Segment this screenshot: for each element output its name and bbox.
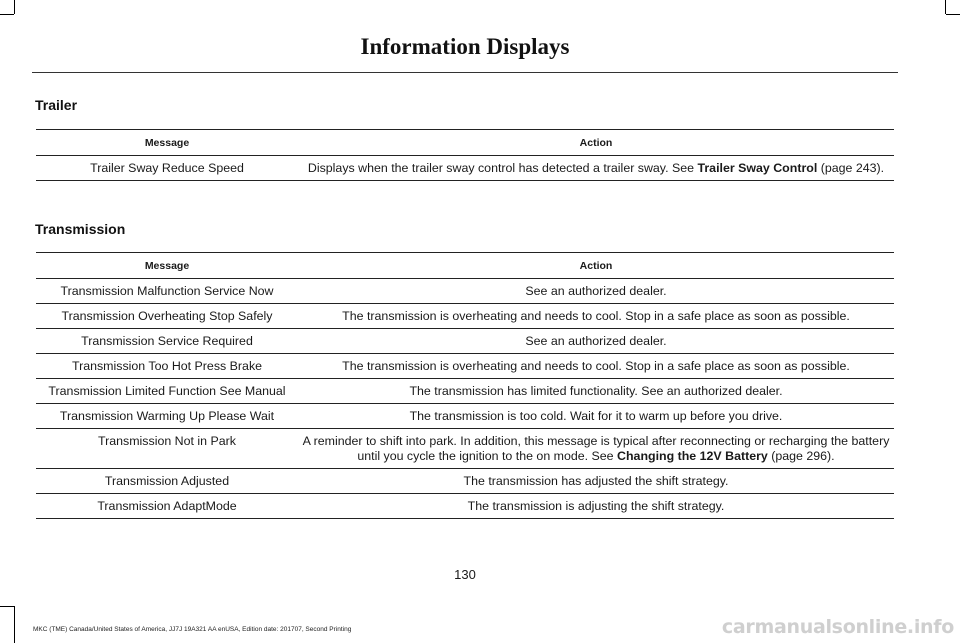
column-header-message: Message xyxy=(36,253,298,279)
action-cell: See an authorized dealer. xyxy=(298,279,894,304)
crop-mark-top-right-h xyxy=(946,14,960,15)
message-cell: Transmission Overheating Stop Safely xyxy=(36,304,298,329)
action-cell xyxy=(298,429,894,469)
page-number: 130 xyxy=(454,567,476,582)
table-row xyxy=(36,429,894,469)
action-cell: The transmission has adjusted the shift strategy. xyxy=(298,469,894,494)
message-cell: Transmission AdaptMode xyxy=(36,494,298,519)
message-cell: Trailer Sway Reduce Speed xyxy=(36,156,298,181)
action-cell: The transmission has limited functionality. See an authorized dealer. xyxy=(298,379,894,404)
action-cell: The transmission is overheating and needs to cool. Stop in a safe place as soon as possible. xyxy=(298,354,894,379)
page-reference: (page 296). xyxy=(767,449,835,463)
message-cell: Transmission Adjusted xyxy=(36,469,298,494)
transmission-table xyxy=(36,252,894,519)
table-row xyxy=(36,379,894,404)
message-cell: Transmission Not in Park xyxy=(36,429,298,469)
column-header-action: Action xyxy=(298,253,894,279)
crop-mark-top-left-h xyxy=(0,14,14,15)
table-row xyxy=(36,304,894,329)
action-text: A reminder to shift into park. In addition, this message is typical after reconnecting or recharging the battery until you cycle the ignition to the on mode. See xyxy=(302,434,890,463)
table-header-row xyxy=(36,253,894,279)
table-row xyxy=(36,329,894,354)
table-header-row xyxy=(36,130,894,156)
action-cell: The transmission is too cold. Wait for it to warm up before you drive. xyxy=(298,404,894,429)
table-row xyxy=(36,494,894,519)
page-reference: (page 243). xyxy=(817,161,885,175)
action-text: Displays when the trailer sway control has detected a trailer sway. See xyxy=(307,161,698,175)
table-row xyxy=(36,354,894,379)
action-cell: The transmission is adjusting the shift strategy. xyxy=(298,494,894,519)
watermark: carmanualsonline.info xyxy=(721,616,954,638)
table-row xyxy=(36,279,894,304)
action-cell xyxy=(298,156,894,181)
trailer-table xyxy=(36,129,894,181)
section-title-trailer: Trailer xyxy=(35,97,78,113)
message-cell: Transmission Service Required xyxy=(36,329,298,354)
action-cell: See an authorized dealer. xyxy=(298,329,894,354)
page-title: Information Displays xyxy=(360,34,570,59)
cross-reference-link[interactable]: Changing the 12V Battery xyxy=(617,449,768,463)
table-row xyxy=(36,404,894,429)
crop-mark-top-right-v xyxy=(945,0,946,14)
column-header-action: Action xyxy=(298,130,894,156)
edition-info: MKC (TME) Canada/United States of America, JJ7J 19A321 AA enUSA, Edition date: 201707, Second Printing xyxy=(33,626,352,633)
section-title-transmission: Transmission xyxy=(35,221,126,237)
table-row xyxy=(36,469,894,494)
message-cell: Transmission Malfunction Service Now xyxy=(36,279,298,304)
crop-mark-bottom-left-h xyxy=(0,606,14,607)
message-cell: Transmission Warming Up Please Wait xyxy=(36,404,298,429)
message-cell: Transmission Limited Function See Manual xyxy=(36,379,298,404)
column-header-message: Message xyxy=(36,130,298,156)
crop-mark-bottom-left-v xyxy=(14,606,15,643)
action-cell: The transmission is overheating and needs to cool. Stop in a safe place as soon as possible. xyxy=(298,304,894,329)
message-cell: Transmission Too Hot Press Brake xyxy=(36,354,298,379)
table-row xyxy=(36,156,894,181)
header-divider xyxy=(32,72,898,73)
cross-reference-link[interactable]: Trailer Sway Control xyxy=(697,161,818,175)
crop-mark-top-left-v xyxy=(14,0,15,14)
